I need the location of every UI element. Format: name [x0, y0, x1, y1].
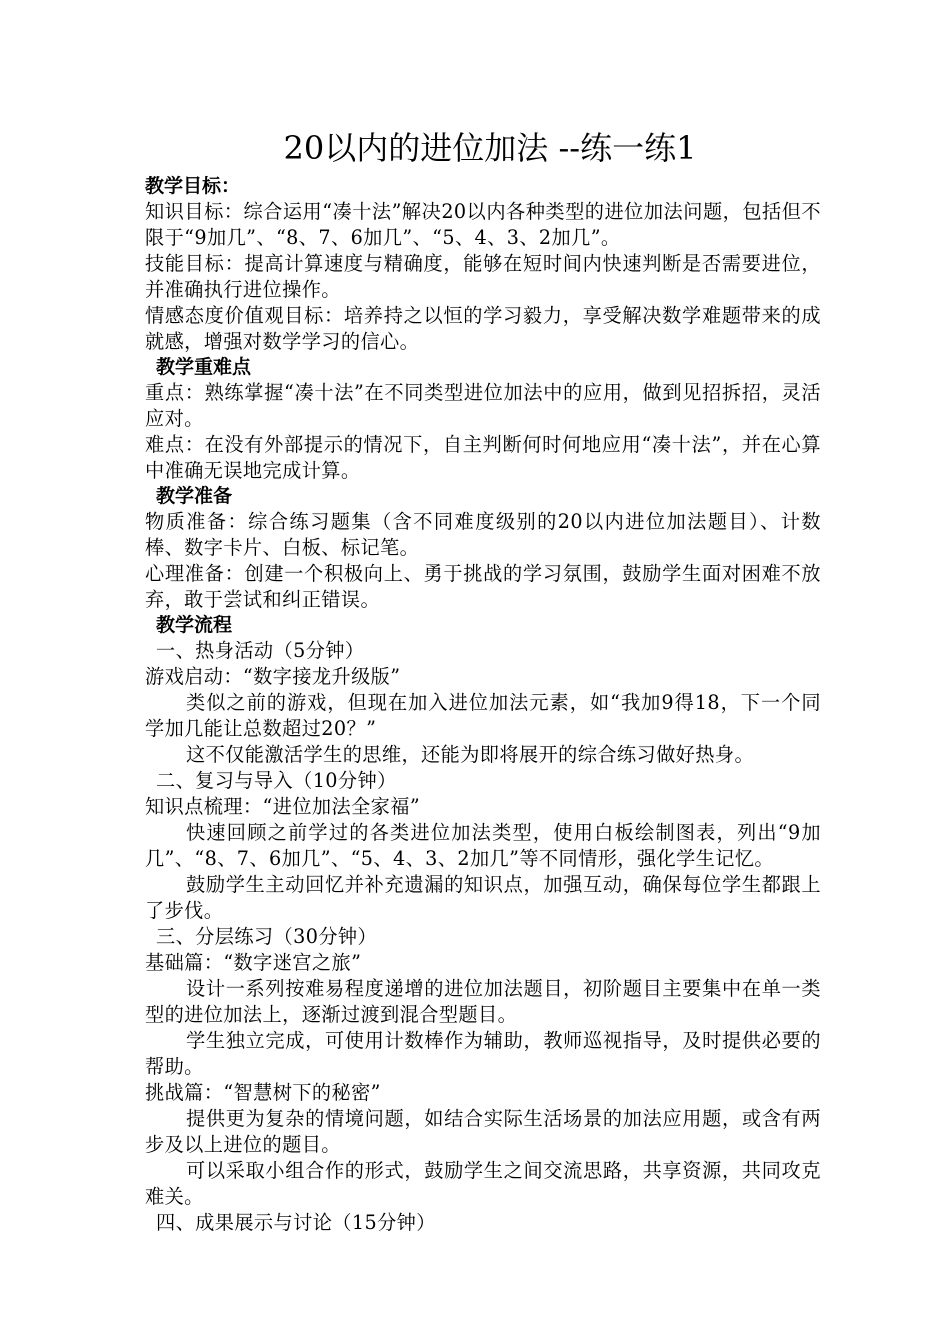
objective-knowledge: 知识目标：综合运用“凑十法”解决20以内各种类型的进位加法问题，包括但不限于“9加几”、“8、7、6加几”、“5、4、3、2加几”。 [145, 200, 821, 249]
section-practice-p4: 可以采取小组合作的形式，鼓励学生之间交流思路，共享资源，共同攻克难关。 [145, 1159, 821, 1208]
material-preparation: 物质准备：综合练习题集（含不同难度级别的20以内进位加法题目）、计数棒、数字卡片、白板、标记笔。 [145, 510, 821, 559]
process-heading: 教学流程 [156, 614, 233, 636]
page-title: 20以内的进位加法 --练一练1 [283, 129, 697, 167]
objectives-heading: 教学目标： [145, 175, 241, 197]
section-warmup-p1: 类似之前的游戏，但现在加入进位加法元素，如“我加9得18，下一个同学加几能让总数超过20？” [145, 691, 821, 740]
section-warmup-sub: 游戏启动：“数字接龙升级版” [145, 665, 401, 688]
section-practice-p2: 学生独立完成，可使用计数棒作为辅助，教师巡视指导，及时提供必要的帮助。 [145, 1029, 821, 1078]
preparation-heading: 教学准备 [156, 485, 233, 507]
key-point: 重点：熟练掌握“凑十法”在不同类型进位加法中的应用，做到见招拆招，灵活应对。 [145, 381, 821, 430]
section-review-p1: 快速回顾之前学过的各类进位加法类型，使用白板绘制图表，列出“9加几”、“8、7、6加几”、“5、4、3、2加几”等不同情形，强化学生记忆。 [145, 821, 821, 870]
document-page [145, 124, 821, 1236]
objective-emotion: 情感态度价值观目标：培养持之以恒的学习毅力，享受解决数学难题带来的成就感，增强对数学学习的信心。 [145, 304, 821, 353]
difficult-point: 难点：在没有外部提示的情况下，自主判断何时何地应用“凑十法”，并在心算中准确无误地完成计算。 [145, 433, 821, 482]
section-warmup-title: 一、热身活动（5分钟） [156, 639, 365, 662]
key-points-heading: 教学重难点 [156, 356, 252, 378]
section-review-p2: 鼓励学生主动回忆并补充遗漏的知识点，加强互动，确保每位学生都跟上了步伐。 [145, 873, 821, 922]
section-showcase-title: 四、成果展示与讨论（15分钟） [156, 1211, 436, 1234]
section-warmup-p2: 这不仅能激活学生的思维，还能为即将展开的综合练习做好热身。 [186, 743, 755, 766]
section-practice-p3: 提供更为复杂的情境问题，如结合实际生活场景的加法应用题，或含有两步及以上进位的题目。 [145, 1107, 821, 1156]
section-practice-p1: 设计一系列按难易程度递增的进位加法题目，初阶题目主要集中在单一类型的进位加法上，逐渐过渡到混合型题目。 [145, 977, 821, 1026]
section-practice-sub1: 基础篇：“数字迷宫之旅” [145, 951, 362, 974]
section-review-title: 二、复习与导入（10分钟） [156, 769, 397, 792]
objective-skill: 技能目标：提高计算速度与精确度，能够在短时间内快速判断是否需要进位，并准确执行进位操作。 [145, 252, 821, 301]
mental-preparation: 心理准备：创建一个积极向上、勇于挑战的学习氛围，鼓励学生面对困难不放弃，敢于尝试和纠正错误。 [145, 562, 821, 611]
section-practice-sub2: 挑战篇：“智慧树下的秘密” [145, 1081, 381, 1104]
section-review-sub: 知识点梳理：“进位加法全家福” [145, 795, 421, 818]
section-practice-title: 三、分层练习（30分钟） [156, 925, 378, 948]
